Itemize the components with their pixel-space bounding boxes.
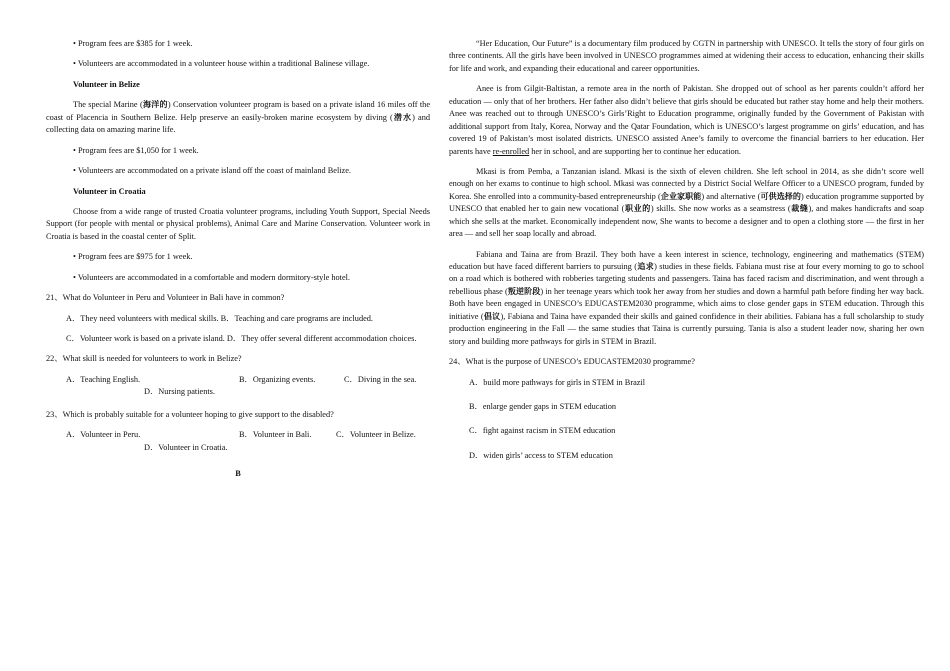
- bali-fee: • Program fees are $385 for 1 week.: [73, 39, 193, 48]
- belize-paragraph: The special Marine (海洋的) Conservation volunteer program is based on a private island 16 miles off the coast of Placencia in Southern Belize. Help preserve an easily-broken marine ecosystem by diving (潜水) and collecting data on amazing marine life.: [46, 100, 431, 135]
- fabiana-taina-paragraph: Fabiana and Taina are from Brazil. They both have a keen interest in science, technology, engineering and mathematics (STEM) education but have faced different barriers to pursuing (追求) studies in these fields. Fabiana must rise at four every morning to go to school on a road which is bothered with robberies targeting students and passengers. Taina has faced racism and discrimination, and went through a rebellious phase (叛逆阶段) in her teenage years which took her away from her studies and down a harmful path before finding her way back. Both have been engaged in UNESCO’s EDUCASTEM2030 programme, which aims to close gender gaps in STEM education. Through this initiative (倡议), Fabiana and Taina have expanded their skills and gained confidence in their abilities. Fabiana has a full scholarship to study production engineering in the Fall — the same studies that Taina is currently pursuing. Tania is also a student leader now, sharing her own story and building more pathways for girls in STEM in Brazil.: [449, 249, 925, 346]
- q21-options-ab: A．They need volunteers with medical skills. B．Teaching and care programs are included.: [66, 313, 373, 323]
- q23-option-b: B．Volunteer in Bali.: [239, 430, 312, 440]
- q24-option-c: C．fight against racism in STEM education: [469, 426, 616, 436]
- q23-option-d: D．Volunteer in Croatia.: [144, 442, 228, 452]
- right-column: [449, 38, 924, 474]
- mkasi-paragraph: Mkasi is from Pemba, a Tanzanian island. Mkasi is the sixth of eleven children. She left school in 2014, as she didn’t score well enough on her exams to continue to high school. Mkasi was connected by a District Social Welfare Officer to a UNESCO program, funded by Korea. She enrolled into a community-based entrepreneurship (企业家职能) and alternative (可供选择的) education programme supported by UNESCO that enabled her to gain new vocational (职业的) skills. She now works as a seamstress (裁缝), and makes handicrafts and soap which she sells at the market. Economically independent now, She wants to become a designer and to open a clothing store — the first in her area — and sell her soap locally and abroad.: [449, 166, 925, 239]
- q23-options: [46, 429, 430, 454]
- q22-option-d: D．Nursing patients.: [144, 387, 215, 397]
- q21-options-cd: C．Volunteer work is based on a private island. D．They offer several different accommodation choices.: [66, 334, 417, 343]
- q24-option-b: B．enlarge gender gaps in STEM education: [469, 401, 617, 411]
- q23-option-c: C．Volunteer in Belize.: [336, 430, 416, 440]
- q22-option-a: A．Teaching English.: [66, 374, 141, 384]
- question-24: 24、What is the purpose of UNESCO’s EDUCASTEM2030 programme?: [449, 357, 695, 367]
- anee-paragraph: Anee is from Gilgit-Baltistan, a remote area in the north of Pakistan. She dropped out of school as her parents couldn’t afford her education — only that of her brothers. Her father also didn’t believe that girls should be educated but rather stay home and help their mothers. Anee was reached out to through UNESCO’s Girls’Right to Education programme, originally funded by the Government of Pakistan with additional support from Italy, Korea, Norway and the Qatar Foundation, which is UNESCO’s largest programme on girls’ education, and has covered 19 of Pakistan’s most isolated districts. UNESCO assisted Anee’s family to overcome the financial barriers to her education. Her parents have re-enrolled her in school, and are supporting her to continue her education.: [449, 84, 924, 156]
- section-b-label: B: [235, 469, 241, 479]
- q24-option-a: A．build more pathways for girls in STEM in Brazil: [469, 377, 646, 387]
- croatia-heading: Volunteer in Croatia: [73, 186, 146, 196]
- bali-accommodation: • Volunteers are accommodated in a volunteer house within a traditional Balinese village.: [73, 59, 370, 69]
- intro-paragraph: “Her Education, Our Future” is a documentary film produced by CGTN in partnership with UNESCO. It tells the story of four girls on three continents. All the girls have been involved in UNESCO programmes aimed at widening their access to education, enhancing their skills for life and work, and expanding their educational and career opportunities.: [449, 39, 924, 73]
- belize-heading: Volunteer in Belize: [73, 79, 140, 89]
- croatia-paragraph: Choose from a wide range of trusted Croatia volunteer programs, including Youth Support, Special Needs Support (for people with mental or physical problems), Animal Care and Marine Conservation. Volunteer work in Croatia is based in the coastal center of Split.: [46, 206, 430, 241]
- question-22: 22、What skill is needed for volunteers to work in Belize?: [46, 354, 242, 364]
- question-21: 21、What do Volunteer in Peru and Volunteer in Bali have in common?: [46, 293, 285, 303]
- croatia-fee: • Program fees are $975 for 1 week.: [73, 252, 193, 262]
- question-23: 23、Which is probably suitable for a volunteer hoping to give support to the disabled?: [46, 409, 334, 419]
- belize-fee: • Program fees are $1,050 for 1 week.: [73, 145, 199, 155]
- croatia-accommodation: • Volunteers are accommodated in a comfortable and modern dormitory-style hotel.: [73, 272, 351, 282]
- left-column: [46, 38, 430, 489]
- q22-option-b: B．Organizing events.: [239, 374, 316, 384]
- q24-option-d: D．widen girls’ access to STEM education: [469, 450, 613, 460]
- q22-option-c: C．Diving in the sea.: [344, 374, 417, 384]
- q22-options: [46, 374, 430, 399]
- belize-accommodation: • Volunteers are accommodated on a private island off the coast of mainland Belize.: [73, 166, 351, 176]
- q23-option-a: A．Volunteer in Peru.: [66, 430, 141, 440]
